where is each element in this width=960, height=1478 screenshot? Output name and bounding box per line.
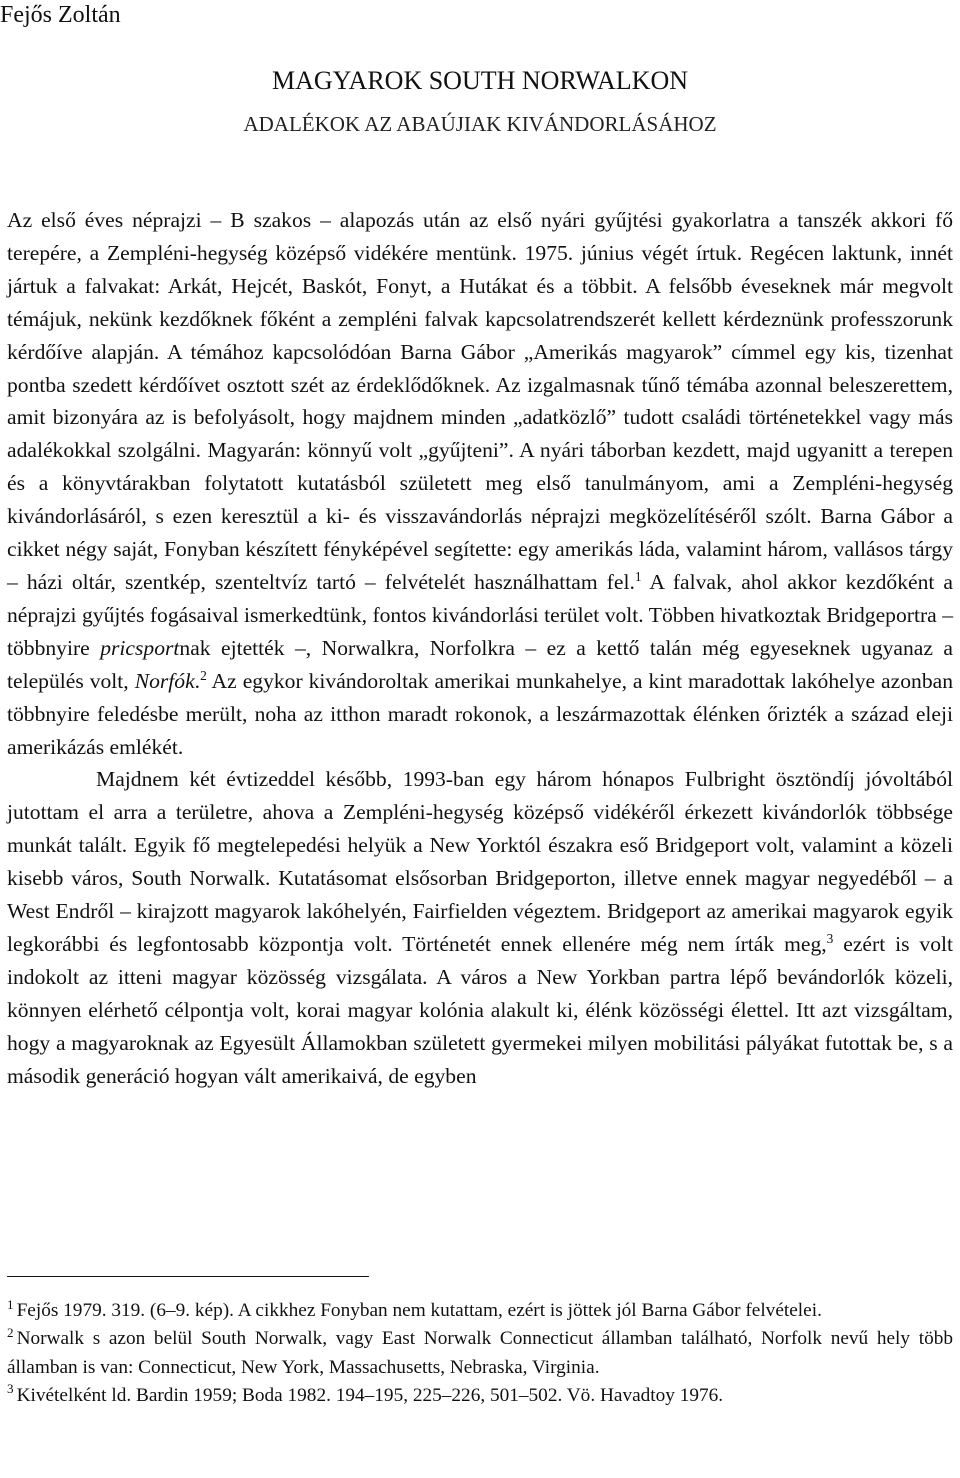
footnote-1 — [7, 1297, 953, 1325]
italic-term: Norfók — [134, 668, 195, 693]
footnote-number: 3 — [7, 1381, 14, 1397]
paragraph-text: . — [194, 668, 201, 693]
footnote-separator — [7, 1276, 369, 1277]
footnote-2 — [7, 1325, 953, 1382]
footnotes — [7, 1297, 953, 1410]
footnote-text: Norwalk s azon belül South Norwalk, vagy East Norwalk Connecticut államban található, Norfolk nevű hely több államban is van: Connecticut, New York, Massachusetts, Nebraska, Virginia. — [7, 1328, 953, 1378]
italic-term: pricsport — [100, 635, 180, 660]
article-body — [7, 204, 953, 1092]
paragraph-text: Az egykor kivándoroltak amerikai munkahelye, a kint maradottak lakóhelye azonban többnyire feledésbe merült, noha az itthon maradt rokonok, a leszármazottak élénken őrizték a század eleji amerikázás emlékét. — [7, 668, 953, 759]
footnote-number: 2 — [7, 1324, 14, 1340]
paragraph-text: ezért is volt indokolt az itteni magyar közösség vizsgálata. A város a New Yorkban partra lépő bevándorlók közeli, könnyen elérhető célpontja volt, korai magyar kolónia alakult ki, élénk közösségi élettel. Itt azt vizsgáltam, hogy a magyaroknak az Egyesült Államokban született gyermekei milyen mobilitási pályákat futottak be, s a második generáció hogyan vált amerikaivá, de egyben — [7, 931, 954, 1088]
paragraph-2 — [7, 763, 953, 1092]
article-subtitle: ADALÉKOK AZ ABAÚJIAK KIVÁNDORLÁSÁHOZ — [243, 112, 717, 136]
paragraph-text: nak ejtették –, Norwalkra, Norfolkra – ez a kettő talán még egyeseknek ugyanaz a település volt, — [7, 635, 953, 693]
paragraph-text: Az első éves néprajzi – B szakos – alapozás után az első nyári gyűjtési gyakorlatra a tanszék akkori fő terepére, a Zempléni-hegység középső vidékére mentünk. 1975. június végét írtuk. Regécen laktunk, innét jártuk a falvakat: Arkát, Hejcét, Baskót, Fonyt, a Hutákat és a többit. A felsőbb éveseknek már megvolt témájuk, nekünk kezdőknek főként a zempléni falvak kapcsolatrendszerét kellett kérdeznünk professzorunk kérdőíve alapján. A témához kapcsolódóan Barna Gábor „Amerikás magyarok” címmel egy kis, tizenhat pontba szedett kérdőívet osztott szét az érdeklődőknek. Az izgalmasnak tűnő témába azonnal beleszerettem, amit bizonyára az is befolyásolt, hogy majdnem minden „adatközlő” tudott családi történetekkel vagy más adalékokkal szolgálni. Magyarán: könnyű volt „gyűjteni”. A nyári táborban kezdett, majd ugyanitt a terepen és a könyvtárakban folytatott kutatásból született meg első tanulmányom, ami a Zempléni-hegység kivándorlásáról, s ezen keresztül a ki- és visszavándorlás néprajzi megközelítéséről szólt. Barna Gábor a cikket négy saját, Fonyban készített fényképével segítette: egy amerikás láda, valamint három, vallásos tárgy – házi oltár, szentkép, szenteltvíz tartó – felvételét használhattam fel. — [7, 208, 953, 594]
footnote-text: Kivételként ld. Bardin 1959; Boda 1982. 194–195, 225–226, 501–502. Vö. Havadtoy 1976. — [16, 1384, 724, 1406]
footnote-ref-3[interactable]: 3 — [826, 930, 834, 946]
paragraph-text: Majdnem két évtizeddel később, 1993-ban egy három hónapos Fulbright ösztöndíj jóvoltából jutottam el arra a területre, ahova a Zempléni-hegység középső vidékéről érkezett kivándorlók többsége munkát talált. Egyik fő megtelepedési helyük a New Yorktól északra eső Bridgeport volt, valamint a közeli kisebb város, South Norwalk. Kutatásomat elsősorban Bridgeporton, illetve ennek magyar negyedéből – a West Endről – kirajzott magyarok lakóhelyén, Fairfielden végeztem. Bridgeport az amerikai magyarok egyik legkorábbi és legfontosabb központja volt. Történetét ennek ellenére még nem írták meg, — [7, 767, 953, 956]
article-title: MAGYAROK SOUTH NORWALKON — [271, 66, 688, 95]
paragraph-1 — [7, 204, 953, 763]
footnote-3 — [7, 1382, 953, 1410]
paragraph-text: A falvak, ahol akkor kezdőként a néprajzi gyűjtés fogásaival ismerkedtünk, fontos kivándorlási terület volt. Többen hivatkoztak Bridgeportra – többnyire — [7, 569, 953, 660]
author-name: Fejős Zoltán — [0, 2, 121, 28]
footnote-ref-1[interactable]: 1 — [634, 568, 642, 584]
footnote-ref-2[interactable]: 2 — [200, 667, 207, 683]
footnote-text: Fejős 1979. 319. (6–9. kép). A cikkhez Fonyban nem kutattam, ezért is jöttek jól Barna Gábor felvételei. — [16, 1300, 822, 1321]
footnote-number: 1 — [7, 1296, 14, 1312]
